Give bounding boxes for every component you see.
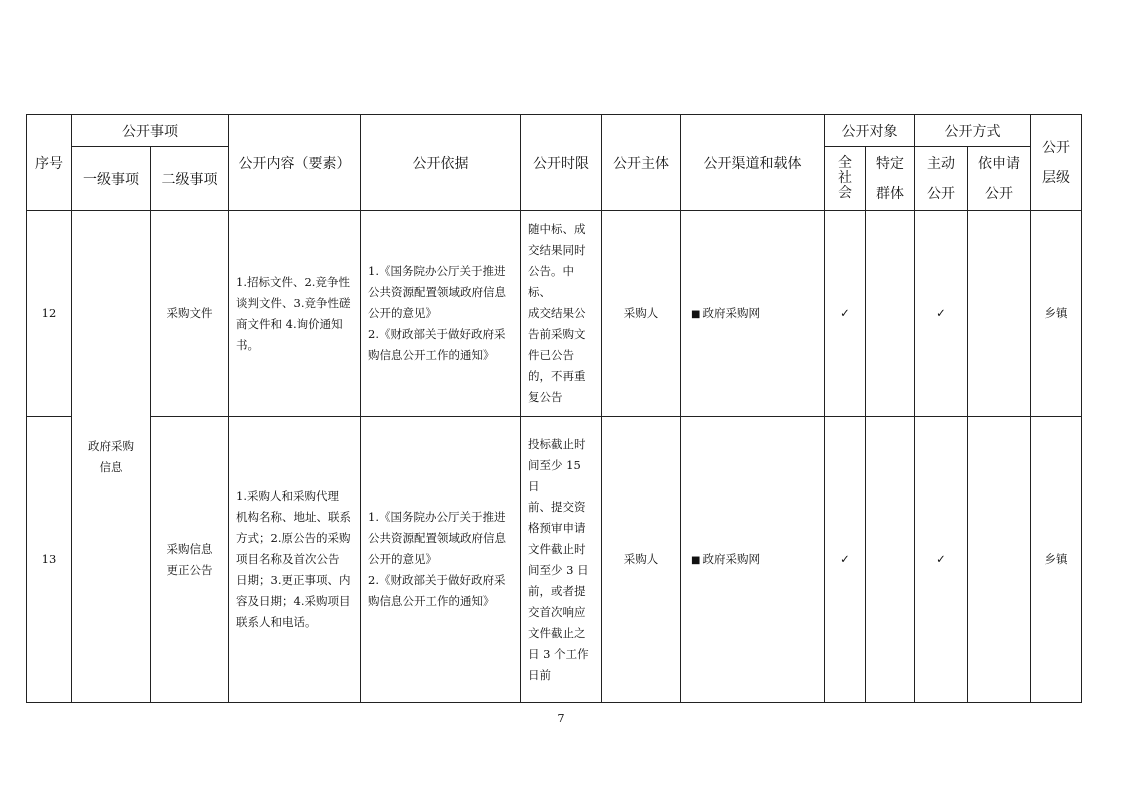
cell-content [229, 417, 361, 703]
header-object-group: 公开对象 [825, 115, 915, 147]
header-level1: 一级事项 [72, 147, 151, 211]
cell-level2-line: 采购文件 [166, 306, 213, 320]
basis-line: 购信息公开工作的通知》 [368, 594, 495, 608]
cell-method-active-check-icon: ✓ [915, 417, 968, 703]
header-content: 公开内容（要素） [229, 115, 361, 211]
cell-level2-line: 采购信息 [166, 541, 213, 556]
time-line: 日 3 个工作 [528, 646, 589, 661]
content-line: 容及日期；4.采购项目 [236, 594, 351, 608]
time-line: 告前采购文 [528, 327, 586, 341]
header-channel: 公开渠道和载体 [681, 115, 825, 211]
content-line: 商文件和 4.询价通知 [236, 316, 343, 331]
basis-line: 1.《国务院办公厅关于推进 [368, 510, 506, 524]
time-line: 前、提交资 [528, 499, 586, 514]
header-method-request [968, 147, 1031, 211]
page-number: 7 [557, 712, 565, 725]
cell-level2 [151, 417, 229, 703]
header-level-line2: 层级 [1042, 169, 1070, 186]
cell-time-limit [521, 211, 602, 417]
basis-line: 公共资源配置领域政府信息 [368, 285, 506, 299]
cell-time-limit-text [521, 434, 601, 686]
cell-basis [361, 211, 521, 417]
header-level-line1: 公开 [1042, 139, 1070, 156]
cell-channel-text [681, 303, 824, 325]
header-method-request-line1: 依申请 [978, 155, 1020, 172]
cell-content-text [229, 272, 360, 356]
cell-subject: 采购人 [602, 211, 681, 417]
header-level2: 二级事项 [151, 147, 229, 211]
time-line: 成交结果公 [528, 306, 586, 320]
header-level [1031, 115, 1082, 211]
header-method-active-line2: 公开 [927, 185, 955, 202]
cell-basis-text [361, 507, 520, 612]
cell-seq: 12 [27, 211, 72, 417]
content-line: 联系人和电话。 [236, 615, 317, 629]
time-line: 间至少 3 日 [528, 562, 589, 577]
content-line: 机构名称、地址、联系 [236, 510, 351, 524]
content-line: 1.招标文件、2.竞争性 [236, 274, 350, 289]
table-row [27, 417, 1082, 703]
table-row [27, 211, 1082, 417]
cell-time-limit [521, 417, 602, 703]
cell-seq: 13 [27, 417, 72, 703]
cell-channel [681, 417, 825, 703]
header-subject: 公开主体 [602, 115, 681, 211]
cell-level1-line: 信息 [99, 459, 123, 474]
cell-basis-text [361, 261, 520, 366]
cell-level: 乡镇 [1031, 417, 1082, 703]
channel-label: 政府采购网 [702, 551, 760, 566]
time-line: 日前 [528, 667, 551, 682]
time-line: 交首次响应 [528, 604, 586, 619]
header-method-request-line2: 公开 [985, 185, 1013, 202]
content-line: 日期；3.更正事项、内 [236, 573, 351, 587]
cell-time-limit-text [521, 219, 601, 408]
header-seq: 序号 [27, 115, 72, 211]
header-basis: 公开依据 [361, 115, 521, 211]
time-line: 文件截止时 [528, 541, 586, 556]
disclosure-table [26, 114, 1082, 703]
time-line: 的，不再重 [528, 369, 586, 383]
cell-object-specific [866, 417, 915, 703]
header-method-active [915, 147, 968, 211]
cell-content [229, 211, 361, 417]
header-matter-group: 公开事项 [72, 115, 229, 147]
basis-line: 公开的意见》 [368, 306, 437, 320]
cell-basis [361, 417, 521, 703]
cell-level2 [151, 211, 229, 417]
time-line: 投标截止时 [528, 436, 586, 451]
channel-label: 政府采购网 [702, 305, 760, 320]
header-method-active-line1: 主动 [927, 155, 955, 172]
time-line: 随中标、成 [528, 222, 586, 236]
content-line: 项目名称及首次公告 [236, 552, 340, 566]
cell-object-all-check-icon: ✓ [825, 417, 866, 703]
square-bullet-icon: ■ [691, 308, 701, 320]
header-object-specific-line2: 群体 [876, 185, 904, 202]
cell-object-all-check-icon: ✓ [825, 211, 866, 417]
time-line: 间至少 15 日 [528, 457, 581, 493]
header-object-all [825, 147, 866, 211]
header-object-specific [866, 147, 915, 211]
time-line: 文件截止之 [528, 625, 586, 640]
cell-level: 乡镇 [1031, 211, 1082, 417]
cell-channel [681, 211, 825, 417]
content-line: 谈判文件、3.竞争性磋 [236, 295, 351, 310]
time-line: 前，或者提 [528, 583, 586, 598]
header-method-group: 公开方式 [915, 115, 1031, 147]
header-time-limit: 公开时限 [521, 115, 602, 211]
cell-method-active-check-icon: ✓ [915, 211, 968, 417]
basis-line: 1.《国务院办公厅关于推进 [368, 264, 506, 278]
header-row-top [27, 115, 1082, 147]
basis-line: 公开的意见》 [368, 552, 437, 566]
cell-object-specific [866, 211, 915, 417]
time-line: 格预审申请 [528, 520, 586, 535]
square-bullet-icon: ■ [691, 554, 701, 566]
time-line: 复公告 [528, 390, 563, 404]
basis-line: 公共资源配置领域政府信息 [368, 531, 506, 545]
content-line: 1.采购人和采购代理 [236, 489, 339, 503]
cell-channel-text [681, 549, 824, 571]
header-object-all-text: 全社会 [837, 155, 852, 201]
cell-content-text [229, 486, 360, 633]
cell-level1-line: 政府采购 [88, 438, 134, 453]
cell-level1-shared [72, 211, 151, 703]
time-line: 交结果同时 [528, 243, 586, 257]
content-line: 方式；2.原公告的采购 [236, 531, 351, 545]
cell-method-request [968, 211, 1031, 417]
time-line: 公告。中标、 [528, 264, 574, 299]
header-object-specific-line1: 特定 [876, 155, 904, 172]
basis-line: 2.《财政部关于做好政府采 [368, 327, 506, 341]
basis-line: 购信息公开工作的通知》 [368, 348, 495, 362]
cell-level2-line: 更正公告 [166, 562, 213, 577]
cell-subject: 采购人 [602, 417, 681, 703]
basis-line: 2.《财政部关于做好政府采 [368, 573, 506, 587]
time-line: 件已公告 [528, 348, 574, 362]
content-line: 书。 [236, 337, 259, 352]
cell-method-request [968, 417, 1031, 703]
